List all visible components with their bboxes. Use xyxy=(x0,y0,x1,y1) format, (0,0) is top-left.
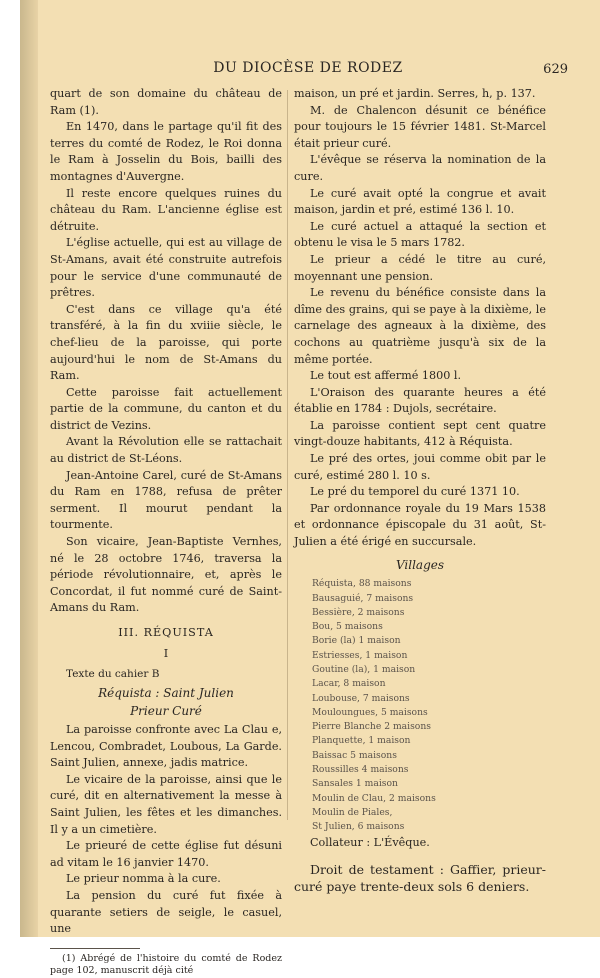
parish-line: Réquista : Saint Julien xyxy=(98,685,234,700)
paragraph: Le prieuré de cette église fut désuni ad vitam le 16 janvier 1470. xyxy=(50,839,282,869)
list-item: Bausaguié, 7 maisons xyxy=(312,592,414,604)
paragraph: Le vicaire de la paroisse, ainsi que le curé, dit en alternativement la messe à Saint Julien, les fêtes et les dimanches. Il y a un cimetière. xyxy=(50,772,282,836)
paragraph: Le pré des ortes, joui comme obit par le curé, estimé 280 l. 10 s. xyxy=(294,452,546,482)
paragraph: La paroisse contient sept cent quatre vingt-douze habitants, 412 à Réquista. xyxy=(294,418,546,449)
prieur-heading: Prieur Curé xyxy=(130,704,202,719)
collateur-line: Collateur : L'Évêque. xyxy=(310,835,430,849)
paragraph: Le tout est affermé 1800 l. xyxy=(310,369,462,383)
right-column xyxy=(294,86,546,895)
list-item: Mouloungues, 5 maisons xyxy=(312,706,428,718)
left-column xyxy=(50,86,282,978)
page-number: 629 xyxy=(543,62,568,77)
paragraph: La paroisse confronte avec La Clau e, Lencou, Combradet, Loubous, La Garde. Saint Julien, annexe, jadis matrice. xyxy=(50,722,282,770)
paragraph: Le revenu du bénéfice consiste dans la dîme des grains, qui se paye à la dixième, le carnelage des agneaux à la dixième, des cochons au quatrième jusqu'à six de la même portée. xyxy=(294,286,546,366)
testament-line: Droit de testament : Gaffier, prieur-curé paye trente-deux sols 6 deniers. xyxy=(294,862,546,895)
list-item: Bessière, 2 maisons xyxy=(312,606,405,618)
list-item: Sansales 1 maison xyxy=(312,778,398,790)
page-spine-shadow xyxy=(20,0,38,937)
paragraph: Par ordonnance royale du 19 Mars 1538 et ordonnance épiscopale du 31 août, St-Julien a été érigé en succursale. xyxy=(294,501,546,549)
paragraph: L'église actuelle, qui est au village de St-Amans, avait été construite autrefois pour le service d'une communauté de prêtres. xyxy=(50,236,282,300)
page-header xyxy=(48,60,568,80)
list-item: Lacar, 8 maison xyxy=(312,678,386,690)
list-item: Baissac 5 maisons xyxy=(312,749,397,761)
paragraph: C'est dans ce village qu'a été transféré, à la fin du xviiie siècle, le chef-lieu de la paroisse, qui porte aujourd'hui le nom de St-Amans du Ram. xyxy=(50,302,282,383)
list-item: Loubouse, 7 maisons xyxy=(312,692,410,704)
paragraph: Le pré du temporel du curé 1371 10. xyxy=(310,485,520,499)
cahier-label: Texte du cahier B xyxy=(66,668,160,681)
paragraph: Cette paroisse fait actuellement partie de la commune, du canton et du district de Vezins. xyxy=(50,385,282,432)
paragraph: La pension du curé fut fixée à quarante setiers de seigle, le casuel, une xyxy=(50,888,282,936)
paragraph: Son vicaire, Jean-Baptiste Vernhes, né le 28 octobre 1746, traversa la période révolutionnaire, et, après le Concordat, il fut nommé curé de Saint-Amans du Ram. xyxy=(50,535,282,615)
list-item: Estriesses, 1 maison xyxy=(312,649,408,661)
list-item: Roussilles 4 maisons xyxy=(312,764,409,776)
list-item: Moulin de Piales, xyxy=(312,806,393,818)
paragraph: maison, un pré et jardin. Serres, h, p. 137. xyxy=(294,87,536,100)
paragraph: Avant la Révolution elle se rattachait au district de St-Léons. xyxy=(50,435,282,466)
paragraph: M. de Chalencon désunit ce bénéfice pour toujours le 15 février 1481. St-Marcel était prieur curé. xyxy=(294,103,546,150)
column-divider xyxy=(287,90,288,820)
paragraph: L'Oraison des quarante heures a été établie en 1784 : Dujols, secrétaire. xyxy=(294,385,546,416)
footnote: (1) Abrégé de l'histoire du comté de Rodez page 102, manuscrit déjà cité xyxy=(50,952,282,977)
paragraph: Le prieur nomma à la cure. xyxy=(66,872,221,886)
villages-list xyxy=(294,577,546,834)
list-item: Réquista, 88 maisons xyxy=(312,578,412,590)
paragraph: Le curé avait opté la congrue et avait maison, jardin et pré, estimé 136 l. 10. xyxy=(294,186,546,217)
footnote-rule xyxy=(50,948,140,949)
villages-heading: Villages xyxy=(395,557,445,572)
list-item: Bou, 5 maisons xyxy=(312,621,383,633)
list-item: Pierre Blanche 2 maisons xyxy=(312,721,431,733)
list-item: Borie (la) 1 maison xyxy=(312,635,401,647)
paragraph: quart de son domaine du château de Ram (1). xyxy=(50,87,282,117)
paragraph: Jean-Antoine Carel, curé de St-Amans du Ram en 1788, refusa de prêter serment. Il mourut pendant la tourmente. xyxy=(50,468,282,532)
list-item: St Julien, 6 maisons xyxy=(312,821,405,833)
list-item: Goutine (la), 1 maison xyxy=(312,664,416,675)
list-item: Planquette, 1 maison xyxy=(312,735,411,747)
scanned-page xyxy=(20,0,600,977)
paragraph: Il reste encore quelques ruines du château du Ram. L'ancienne église est détruite. xyxy=(50,186,282,233)
paragraph: L'évêque se réserva la nomination de la cure. xyxy=(294,153,546,183)
list-item: Moulin de Clau, 2 maisons xyxy=(312,792,436,804)
paragraph: Le prieur a cédé le titre au curé, moyennant une pension. xyxy=(294,252,546,283)
paragraph: En 1470, dans le partage qu'il fit des terres du comté de Rodez, le Roi donna le Ram à Josselin du Bois, bailli des montagnes d'Auvergne. xyxy=(50,120,282,183)
section-heading: III. RÉQUISTA xyxy=(118,626,214,639)
running-title: DU DIOCÈSE DE RODEZ xyxy=(213,60,403,76)
paragraph: Le curé actuel a attaqué la section et obtenu le visa le 5 mars 1782. xyxy=(294,219,546,250)
section-number: I xyxy=(163,646,169,660)
